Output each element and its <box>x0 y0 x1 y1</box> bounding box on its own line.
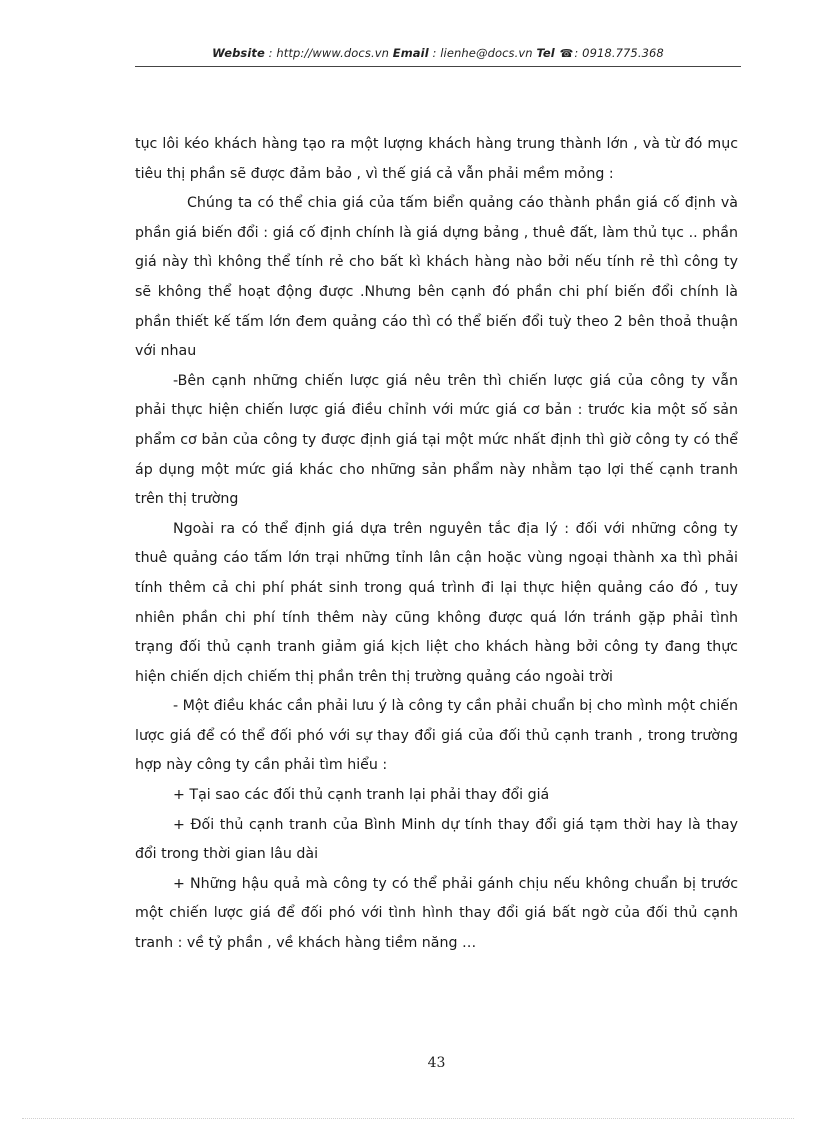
page-header <box>135 46 741 66</box>
list-item: + Tại sao các đối thủ cạnh tranh lại phải thay đổi giá <box>173 787 550 804</box>
paragraph-continuation: tục lôi kéo khách hàng tạo ra một lượng khách hàng trung thành lớn , và từ đó mục tiêu thị phần sẽ được đảm bảo , vì thế giá cả vẫn phải mềm mỏng : <box>135 136 738 182</box>
tel-number: 0918.775.368 <box>582 46 664 60</box>
website-label: Website <box>212 46 265 60</box>
email-address: lienhe@docs.vn <box>440 46 533 60</box>
footer-divider <box>22 1118 794 1119</box>
phone-icon: ☎ <box>559 47 574 60</box>
paragraph-price-components: Chúng ta có thể chia giá của tấm biển quảng cáo thành phần giá cố định và phần giá biến đổi : giá cố định chính là giá dựng bảng , thuê đất, làm thủ tục .. phần giá này thì không thể tính rẻ cho bất kì khách hàng nào bởi nếu tính rẻ thì công ty sẽ không thể hoạt động được .Nhưng bên cạnh đó phần chi phí biến đổi chính là phần thiết kế tấm lớn đem quảng cáo thì có thể biến đổi tuỳ theo 2 bên thoả thuận với nhau <box>135 195 738 360</box>
list-item: + Đối thủ cạnh tranh của Bình Minh dự tính thay đổi giá tạm thời hay là thay đổi trong thời gian lâu dài <box>135 816 738 863</box>
paragraph-price-adjustment: -Bên cạnh những chiến lược giá nêu trên thì chiến lược giá của công ty vẫn phải thực hiện chiến lược giá điều chỉnh với mức giá cơ bản : trước kia một số sản phẩm cơ bản của công ty được định giá tại một mức nhất định thì giờ công ty có thể áp dụng một mức giá khác cho những sản phẩm này nhằm tạo lợi thế cạnh tranh trên thị trường <box>135 372 738 508</box>
list-item: + Những hậu quả mà công ty có thể phải gánh chịu nếu không chuẩn bị trước một chiến lược giá để đối phó với tình hình thay đổi giá bất ngờ của đối thủ cạnh tranh : về tỷ phần , về khách hàng tiềm năng … <box>135 875 738 952</box>
document-body <box>135 130 738 959</box>
website-separator: : <box>264 46 277 60</box>
paragraph-competitor-response: - Một điều khác cần phải lưu ý là công ty cần phải chuẩn bị cho mình một chiến lược giá để có thể đối phó với sự thay đổi giá của đối thủ cạnh tranh , trong trường hợp này công ty cần phải tìm hiểu : <box>135 698 738 774</box>
email-label: Email <box>392 46 429 60</box>
header-divider <box>135 66 741 67</box>
paragraph-geographic-pricing: Ngoài ra có thể định giá dựa trên nguyên tắc địa lý : đối với những công ty thuê quảng cáo tấm lớn trại những tỉnh lân cận hoặc vùng ngoại thành xa thì phải tính thêm cả chi phí phát sinh trong quá trình đi lại thực hiện quảng cáo đó , tuy nhiên phần chi phí tính thêm này cũng không được quá lớn tránh gặp phải tình trạng đối thủ cạnh tranh giảm giá kịch liệt cho khách hàng bởi công ty đang thực hiện chiến dịch chiếm thị phần trên thị trường quảng cáo ngoài trời <box>135 520 738 685</box>
email-separator: : <box>428 46 441 60</box>
page-number: 43 <box>427 1055 446 1071</box>
tel-separator: : <box>574 46 583 60</box>
website-url: http://www.docs.vn <box>276 46 389 60</box>
tel-label: Tel <box>536 46 555 60</box>
